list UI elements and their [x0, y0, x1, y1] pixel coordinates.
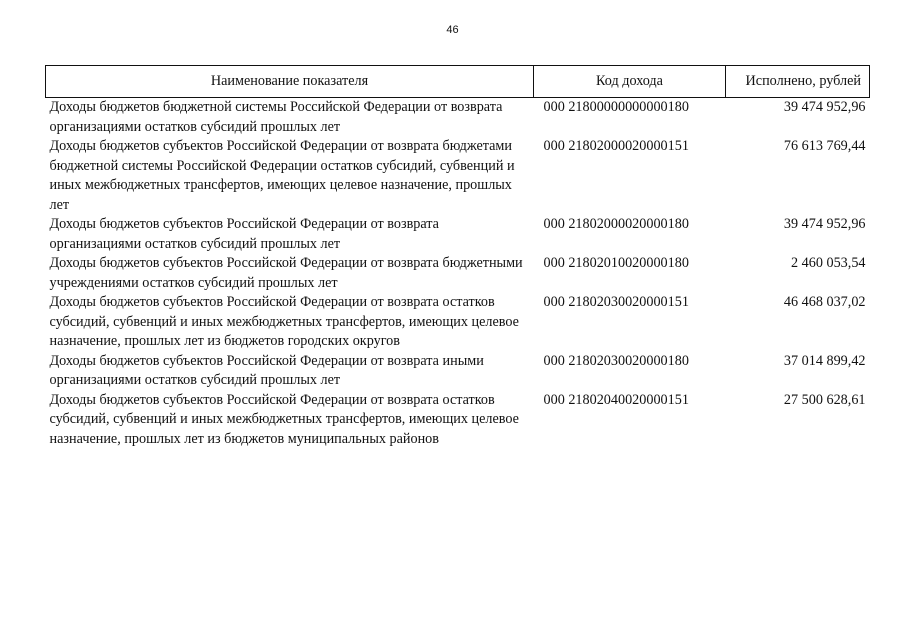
revenue-code: 000 21802040020000151: [543, 391, 689, 408]
table-row: [46, 352, 870, 391]
revenue-code: 000 21802030020000180: [543, 352, 689, 369]
executed-amount: 39 474 952,96: [783, 99, 866, 115]
indicator-name: Доходы бюджетов субъектов Российской Федерации от возврата бюджетами бюджетной системы Российской Федерации остатков субсидий, субвенций и иных межбюджетных трансфертов, имеющих целевое назначение, прошлых лет: [49, 138, 515, 213]
revenue-code: 000 21802030020000151: [543, 294, 689, 310]
executed-amount: 37 014 899,42: [783, 352, 866, 369]
revenue-code: 000 21802000020000151: [543, 138, 689, 154]
executed-amount: 2 460 053,54: [791, 255, 866, 271]
revenue-table: [45, 65, 870, 449]
header-executed-amount: Исполнено, рублей: [726, 66, 870, 98]
indicator-name: Доходы бюджетов бюджетной системы Российской Федерации от возврата организациями остатков субсидий прошлых лет: [49, 99, 503, 135]
indicator-name: Доходы бюджетов субъектов Российской Федерации от возврата организациями остатков субсидий прошлых лет: [49, 216, 439, 252]
revenue-code: 000 21802000020000180: [543, 216, 689, 232]
indicator-name: Доходы бюджетов субъектов Российской Федерации от возврата остатков субсидий, субвенций и иных межбюджетных трансфертов, имеющих целевое назначение, прошлых лет из бюджетов городских округов: [49, 294, 519, 349]
table-row: [46, 391, 870, 450]
table-row: [46, 293, 870, 352]
revenue-code: 000 21802010020000180: [543, 255, 689, 271]
indicator-name: Доходы бюджетов субъектов Российской Федерации от возврата остатков субсидий, субвенций и иных межбюджетных трансфертов, имеющих целевое назначение, прошлых лет из бюджетов муниципальных районов: [49, 391, 519, 447]
executed-amount: 39 474 952,96: [783, 216, 866, 232]
executed-amount: 76 613 769,44: [783, 138, 866, 154]
table-row: [46, 98, 870, 138]
indicator-name: Доходы бюджетов субъектов Российской Федерации от возврата иными организациями остатков субсидий прошлых лет: [49, 352, 484, 388]
revenue-code: 000 21800000000000180: [543, 99, 689, 115]
table-row: [46, 215, 870, 254]
table-row: [46, 254, 870, 293]
indicator-name: Доходы бюджетов субъектов Российской Федерации от возврата бюджетными учреждениями остатков субсидий прошлых лет: [49, 255, 523, 291]
page-number: 46: [446, 24, 459, 36]
header-indicator-name: Наименование показателя: [46, 66, 534, 98]
table-header-row: [46, 66, 870, 98]
executed-amount: 46 468 037,02: [783, 294, 866, 310]
executed-amount: 27 500 628,61: [783, 391, 866, 408]
header-revenue-code: Код дохода: [534, 66, 726, 98]
table-row: [46, 137, 870, 215]
